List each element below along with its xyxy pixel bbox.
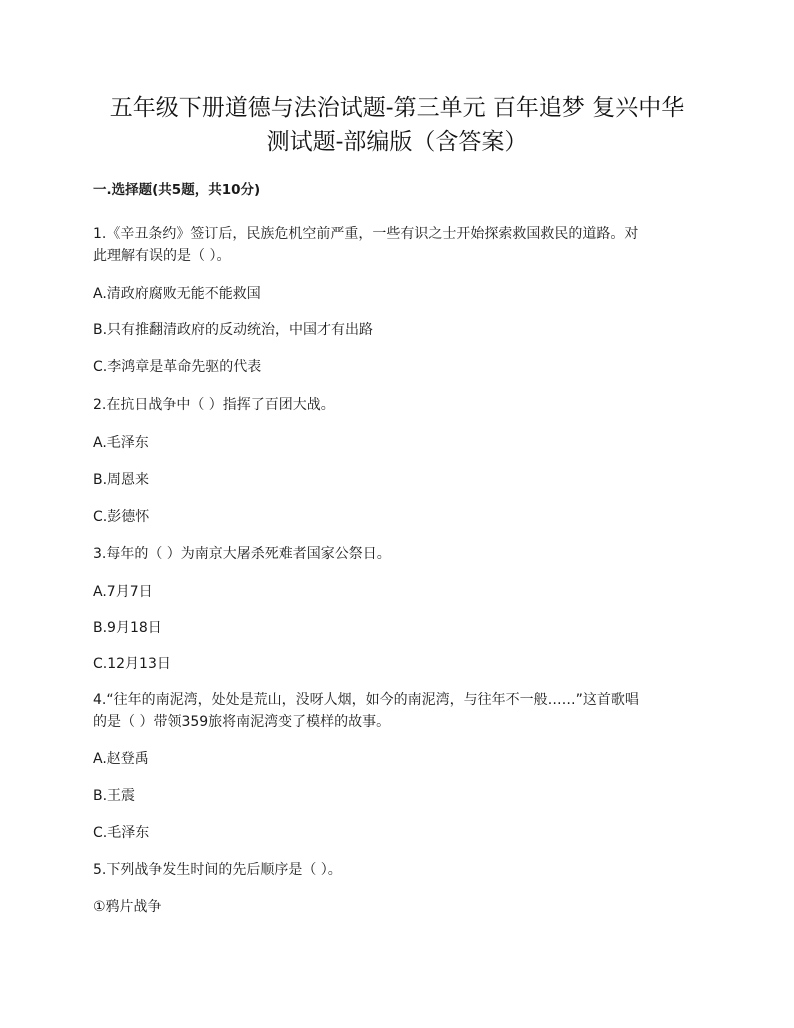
question-3-option-b: B.9月18日 — [93, 620, 162, 636]
question-1-stem-line-1: 1.《辛丑条约》签订后，民族危机空前严重，一些有识之士开始探索救国救民的道路。对 — [93, 226, 639, 242]
document-title-line-1: 五年级下册道德与法治试题-第三单元 百年追梦 复兴中华 — [109, 95, 685, 121]
question-2-stem: 2.在抗日战争中（ ）指挥了百团大战。 — [93, 397, 335, 413]
question-1-option-a: A.清政府腐败无能不能救国 — [93, 286, 261, 302]
question-3-option-c: C.12月13日 — [93, 656, 171, 672]
question-4-option-b: B.王震 — [93, 788, 136, 804]
question-5-item-1: ①鸦片战争 — [93, 899, 162, 915]
question-1-option-b: B.只有推翻清政府的反动统治，中国才有出路 — [93, 322, 374, 338]
question-5-stem: 5.下列战争发生时间的先后顺序是（ ）。 — [93, 862, 342, 878]
question-4-stem-line-2: 的是（ ）带领359旅将南泥湾变了模样的故事。 — [93, 714, 391, 730]
section-heading: 一.选择题(共5题，共10分) — [93, 182, 261, 198]
question-3-option-a: A.7月7日 — [93, 584, 153, 600]
question-4-option-c: C.毛泽东 — [93, 825, 150, 841]
question-1-stem-line-2: 此理解有误的是（ ）。 — [93, 248, 231, 264]
question-1-option-c: C.李鸿章是革命先驱的代表 — [93, 359, 262, 375]
question-4-stem-line-1: 4.“往年的南泥湾，处处是荒山，没呀人烟，如今的南泥湾，与往年不一般……”这首歌唱 — [93, 692, 639, 708]
question-2-option-c: C.彭德怀 — [93, 509, 150, 525]
question-2-option-b: B.周恩来 — [93, 472, 150, 488]
document-title-line-2: 测试题-部编版（含答案） — [266, 129, 528, 155]
question-3-stem: 3.每年的（ ）为南京大屠杀死难者国家公祭日。 — [93, 546, 391, 562]
question-4-option-a: A.赵登禹 — [93, 751, 149, 767]
question-2-option-a: A.毛泽东 — [93, 435, 149, 451]
